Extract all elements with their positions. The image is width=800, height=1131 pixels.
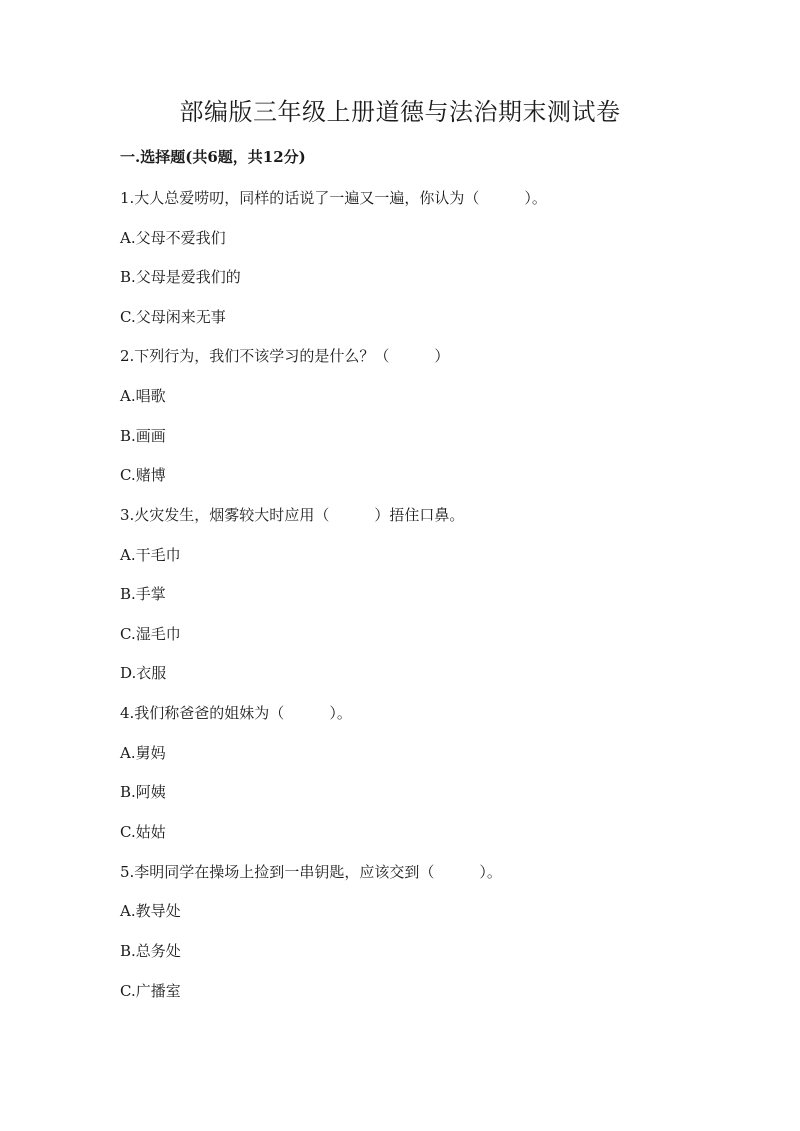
question-1-stem: 1.大人总爱唠叨，同样的话说了一遍又一遍，你认为（ ）。 xyxy=(120,189,547,207)
question-4-option-a: A.舅妈 xyxy=(120,744,166,762)
question-5-stem: 5.李明同学在操场上捡到一串钥匙，应该交到（ ）。 xyxy=(120,863,502,881)
question-4-option-b: B.阿姨 xyxy=(120,783,166,801)
question-5-option-c: C.广播室 xyxy=(120,982,181,1000)
page-title: 部编版三年级上册道德与法治期末测试卷 xyxy=(179,98,621,126)
question-2-option-a: A.唱歌 xyxy=(120,387,166,405)
question-3-option-a: A.干毛巾 xyxy=(120,546,181,564)
section-heading: 一.选择题(共6题，共12分) xyxy=(120,148,306,166)
question-4-option-c: C.姑姑 xyxy=(120,823,166,841)
question-1-option-a: A.父母不爱我们 xyxy=(120,229,226,247)
question-5-option-b: B.总务处 xyxy=(120,942,181,960)
question-4-stem: 4.我们称爸爸的姐妹为（ ）。 xyxy=(120,704,352,722)
question-2-stem: 2.下列行为，我们不该学习的是什么？（ ） xyxy=(120,347,450,365)
question-3-option-d: D.衣服 xyxy=(120,664,167,682)
question-5-option-a: A.教导处 xyxy=(120,902,181,920)
question-1-option-c: C.父母闲来无事 xyxy=(120,308,226,326)
question-1-option-b: B.父母是爱我们的 xyxy=(120,268,241,286)
question-2-option-b: B.画画 xyxy=(120,427,166,445)
question-3-stem: 3.火灾发生，烟雾较大时应用（ ）捂住口鼻。 xyxy=(120,506,465,524)
question-3-option-b: B.手掌 xyxy=(120,585,166,603)
question-2-option-c: C.赌博 xyxy=(120,466,166,484)
question-3-option-c: C.湿毛巾 xyxy=(120,625,181,643)
